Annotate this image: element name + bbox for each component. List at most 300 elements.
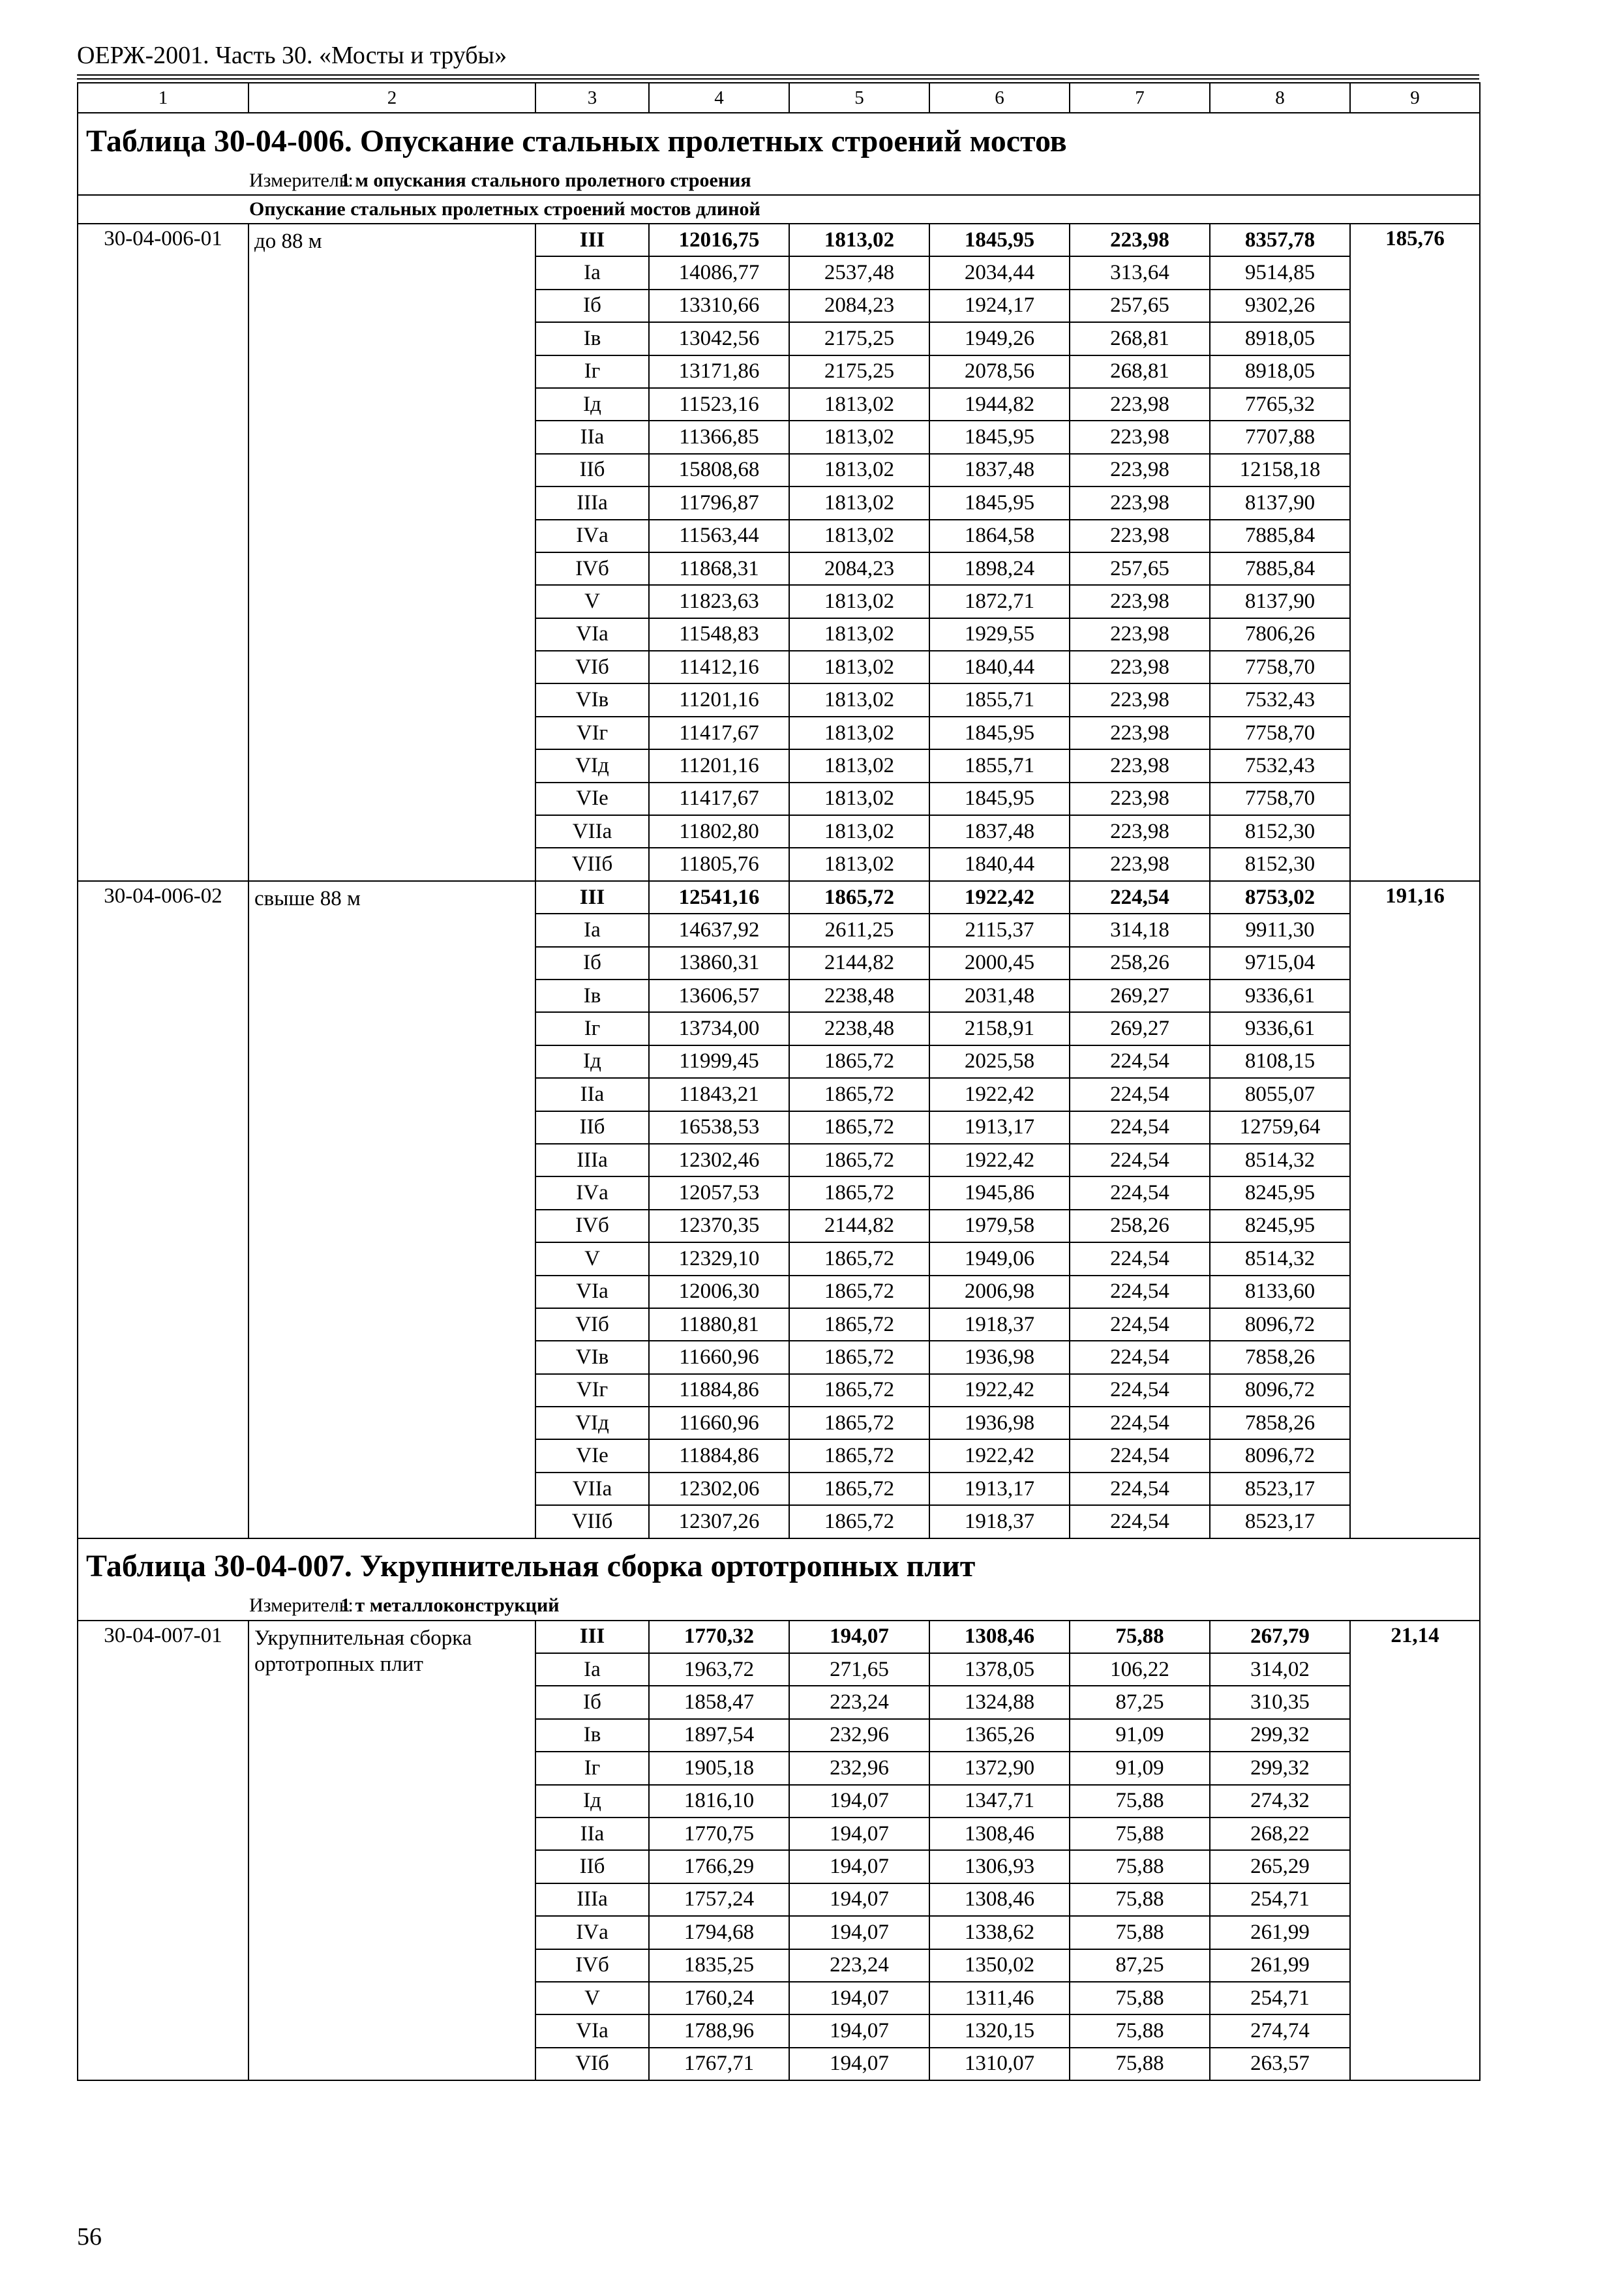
value-cell: 257,65 xyxy=(1070,290,1210,322)
value-cell: 11366,85 xyxy=(649,421,789,453)
value-cell: 1770,75 xyxy=(649,1818,789,1850)
value-cell: 1308,46 xyxy=(929,1621,1070,1653)
value-cell: 11880,81 xyxy=(649,1308,789,1341)
value-cell: 1858,47 xyxy=(649,1686,789,1718)
value-cell: 9302,26 xyxy=(1210,290,1350,322)
value-cell: 223,98 xyxy=(1070,848,1210,880)
value-cell: 1855,71 xyxy=(929,683,1070,716)
value-cell: 271,65 xyxy=(789,1653,929,1686)
value-cell: 9336,61 xyxy=(1210,1012,1350,1045)
value-cell: 2611,25 xyxy=(789,914,929,946)
value-cell: 274,32 xyxy=(1210,1785,1350,1818)
value-cell: 1767,71 xyxy=(649,2048,789,2080)
value-cell: 1816,10 xyxy=(649,1785,789,1818)
zone-cell: IIIа xyxy=(535,1144,649,1176)
value-cell: 1840,44 xyxy=(929,651,1070,683)
column-number: 3 xyxy=(535,83,649,113)
value-cell: 13310,66 xyxy=(649,290,789,322)
value-cell: 1845,95 xyxy=(929,717,1070,749)
value-cell: 254,71 xyxy=(1210,1982,1350,2014)
value-cell: 75,88 xyxy=(1070,1883,1210,1916)
value-cell: 1306,93 xyxy=(929,1850,1070,1883)
value-cell: 223,24 xyxy=(789,1686,929,1718)
zone-cell: V xyxy=(535,585,649,618)
value-cell: 11548,83 xyxy=(649,618,789,651)
table-title: Таблица 30-04-006. Опускание стальных пролетных строений мостов xyxy=(78,113,1480,166)
value-cell: 1922,42 xyxy=(929,1439,1070,1472)
zone-cell: Iв xyxy=(535,322,649,355)
value-cell: 11523,16 xyxy=(649,388,789,421)
value-cell: 1865,72 xyxy=(789,1308,929,1341)
value-cell: 269,27 xyxy=(1070,1012,1210,1045)
value-cell: 223,98 xyxy=(1070,815,1210,848)
value-cell: 1813,02 xyxy=(789,486,929,519)
value-cell: 11884,86 xyxy=(649,1374,789,1407)
zone-cell: Iа xyxy=(535,1653,649,1686)
value-cell: 223,98 xyxy=(1070,421,1210,453)
value-cell: 313,64 xyxy=(1070,256,1210,289)
value-cell: 15808,68 xyxy=(649,454,789,486)
value-cell: 106,22 xyxy=(1070,1653,1210,1686)
zone-cell: IIIа xyxy=(535,486,649,519)
value-cell: 1837,48 xyxy=(929,815,1070,848)
table-title: Таблица 30-04-007. Укрупнительная сборка ортотропных плит xyxy=(78,1538,1480,1592)
value-cell: 75,88 xyxy=(1070,2048,1210,2080)
value-cell: 9911,30 xyxy=(1210,914,1350,946)
unit-row xyxy=(78,1592,1480,1621)
zone-cell: Iб xyxy=(535,290,649,322)
value-cell: 8245,95 xyxy=(1210,1176,1350,1209)
zone-cell: Iб xyxy=(535,1686,649,1718)
value-cell: 9336,61 xyxy=(1210,980,1350,1012)
value-cell: 261,99 xyxy=(1210,1916,1350,1949)
value-cell: 268,22 xyxy=(1210,1818,1350,1850)
value-cell: 2031,48 xyxy=(929,980,1070,1012)
zone-cell: VIа xyxy=(535,2014,649,2047)
value-cell: 223,98 xyxy=(1070,486,1210,519)
value-cell: 263,57 xyxy=(1210,2048,1350,2080)
value-cell: 12006,30 xyxy=(649,1276,789,1308)
value-cell: 224,54 xyxy=(1070,1505,1210,1538)
value-cell: 1813,02 xyxy=(789,717,929,749)
zone-cell: IVб xyxy=(535,1210,649,1242)
value-cell: 11412,16 xyxy=(649,651,789,683)
value-cell: 11823,63 xyxy=(649,585,789,618)
value-cell: 8523,17 xyxy=(1210,1505,1350,1538)
extra-value: 191,16 xyxy=(1350,881,1480,1538)
value-cell: 224,54 xyxy=(1070,1276,1210,1308)
page-number: 56 xyxy=(77,2223,102,2251)
value-cell: 13171,86 xyxy=(649,355,789,388)
zone-cell: IIб xyxy=(535,454,649,486)
column-number: 9 xyxy=(1350,83,1480,113)
value-cell: 8523,17 xyxy=(1210,1473,1350,1505)
value-cell: 257,65 xyxy=(1070,552,1210,585)
value-cell: 8096,72 xyxy=(1210,1308,1350,1341)
value-cell: 194,07 xyxy=(789,1850,929,1883)
value-cell: 2115,37 xyxy=(929,914,1070,946)
value-cell: 1338,62 xyxy=(929,1916,1070,1949)
value-cell: 232,96 xyxy=(789,1719,929,1752)
zone-cell: IIб xyxy=(535,1111,649,1144)
value-cell: 232,96 xyxy=(789,1752,929,1784)
value-cell: 299,32 xyxy=(1210,1752,1350,1784)
rate-name: до 88 м xyxy=(248,224,535,881)
value-cell: 1897,54 xyxy=(649,1719,789,1752)
value-cell: 8753,02 xyxy=(1210,881,1350,914)
rate-name: Укрупнительная сборка ортотропных плит xyxy=(248,1621,535,2080)
value-cell: 224,54 xyxy=(1070,1144,1210,1176)
subheader: Опускание стальных пролетных строений мостов длиной xyxy=(78,195,1480,224)
rate-code: 30-04-006-01 xyxy=(78,224,248,881)
value-cell: 75,88 xyxy=(1070,1785,1210,1818)
value-cell: 1837,48 xyxy=(929,454,1070,486)
value-cell: 1788,96 xyxy=(649,2014,789,2047)
value-cell: 2238,48 xyxy=(789,1012,929,1045)
zone-cell: IIа xyxy=(535,421,649,453)
value-cell: 265,29 xyxy=(1210,1850,1350,1883)
table-title-row xyxy=(78,1538,1480,1592)
value-cell: 258,26 xyxy=(1070,947,1210,980)
value-cell: 1922,42 xyxy=(929,1374,1070,1407)
value-cell: 2158,91 xyxy=(929,1012,1070,1045)
value-cell: 224,54 xyxy=(1070,1374,1210,1407)
zone-cell: VIIа xyxy=(535,1473,649,1505)
value-cell: 1865,72 xyxy=(789,1111,929,1144)
value-cell: 223,98 xyxy=(1070,717,1210,749)
value-cell: 1813,02 xyxy=(789,388,929,421)
value-cell: 8918,05 xyxy=(1210,355,1350,388)
value-cell: 1865,72 xyxy=(789,1341,929,1373)
zone-cell: Iд xyxy=(535,1785,649,1818)
value-cell: 1320,15 xyxy=(929,2014,1070,2047)
value-cell: 223,98 xyxy=(1070,618,1210,651)
value-cell: 254,71 xyxy=(1210,1883,1350,1916)
value-cell: 11201,16 xyxy=(649,749,789,782)
value-cell: 267,79 xyxy=(1210,1621,1350,1653)
table-row xyxy=(78,224,1480,256)
value-cell: 224,54 xyxy=(1070,881,1210,914)
value-cell: 75,88 xyxy=(1070,2014,1210,2047)
value-cell: 1845,95 xyxy=(929,783,1070,815)
value-cell: 14637,92 xyxy=(649,914,789,946)
value-cell: 1929,55 xyxy=(929,618,1070,651)
value-cell: 223,98 xyxy=(1070,388,1210,421)
value-cell: 8357,78 xyxy=(1210,224,1350,256)
zone-cell: VIд xyxy=(535,1407,649,1439)
zone-cell: Iа xyxy=(535,256,649,289)
value-cell: 11868,31 xyxy=(649,552,789,585)
value-cell: 8152,30 xyxy=(1210,815,1350,848)
value-cell: 91,09 xyxy=(1070,1719,1210,1752)
value-cell: 14086,77 xyxy=(649,256,789,289)
value-cell: 314,02 xyxy=(1210,1653,1350,1686)
value-cell: 1813,02 xyxy=(789,683,929,716)
value-cell: 1898,24 xyxy=(929,552,1070,585)
header-rule-bottom xyxy=(77,78,1479,80)
value-cell: 1324,88 xyxy=(929,1686,1070,1718)
value-cell: 223,98 xyxy=(1070,454,1210,486)
value-cell: 9514,85 xyxy=(1210,256,1350,289)
value-cell: 1865,72 xyxy=(789,1276,929,1308)
header-rule-top xyxy=(77,74,1479,76)
value-cell: 12329,10 xyxy=(649,1242,789,1275)
table-title-row xyxy=(78,113,1480,166)
zone-cell: IVб xyxy=(535,552,649,585)
zone-cell: VIе xyxy=(535,1439,649,1472)
zone-cell: III xyxy=(535,881,649,914)
value-cell: 269,27 xyxy=(1070,980,1210,1012)
value-cell: 261,99 xyxy=(1210,1949,1350,1982)
value-cell: 223,98 xyxy=(1070,783,1210,815)
value-cell: 1372,90 xyxy=(929,1752,1070,1784)
value-cell: 1757,24 xyxy=(649,1883,789,1916)
value-cell: 11805,76 xyxy=(649,848,789,880)
value-cell: 224,54 xyxy=(1070,1407,1210,1439)
value-cell: 1835,25 xyxy=(649,1949,789,1982)
value-cell: 12541,16 xyxy=(649,881,789,914)
column-number: 5 xyxy=(789,83,929,113)
value-cell: 1813,02 xyxy=(789,815,929,848)
value-cell: 8152,30 xyxy=(1210,848,1350,880)
value-cell: 1813,02 xyxy=(789,618,929,651)
zone-cell: Iд xyxy=(535,1045,649,1078)
value-cell: 268,81 xyxy=(1070,322,1210,355)
value-cell: 2144,82 xyxy=(789,947,929,980)
value-cell: 12302,06 xyxy=(649,1473,789,1505)
value-cell: 7885,84 xyxy=(1210,520,1350,552)
value-cell: 2537,48 xyxy=(789,256,929,289)
value-cell: 8096,72 xyxy=(1210,1439,1350,1472)
value-cell: 7707,88 xyxy=(1210,421,1350,453)
value-cell: 2006,98 xyxy=(929,1276,1070,1308)
value-cell: 12302,46 xyxy=(649,1144,789,1176)
column-number: 1 xyxy=(78,83,248,113)
value-cell: 194,07 xyxy=(789,1916,929,1949)
value-cell: 8514,32 xyxy=(1210,1242,1350,1275)
value-cell: 223,98 xyxy=(1070,651,1210,683)
value-cell: 224,54 xyxy=(1070,1078,1210,1111)
value-cell: 1766,29 xyxy=(649,1850,789,1883)
value-cell: 1963,72 xyxy=(649,1653,789,1686)
unit-value: 1 м опускания стального пролетного строения xyxy=(340,169,751,191)
value-cell: 75,88 xyxy=(1070,1982,1210,2014)
unit-row xyxy=(78,166,1480,195)
value-cell: 1913,17 xyxy=(929,1111,1070,1144)
value-cell: 8133,60 xyxy=(1210,1276,1350,1308)
value-cell: 1865,72 xyxy=(789,1045,929,1078)
value-cell: 1936,98 xyxy=(929,1407,1070,1439)
zone-cell: VIа xyxy=(535,1276,649,1308)
value-cell: 1865,72 xyxy=(789,1242,929,1275)
value-cell: 7885,84 xyxy=(1210,552,1350,585)
value-cell: 12370,35 xyxy=(649,1210,789,1242)
value-cell: 224,54 xyxy=(1070,1111,1210,1144)
zone-cell: VIв xyxy=(535,1341,649,1373)
zone-cell: VIб xyxy=(535,2048,649,2080)
value-cell: 2144,82 xyxy=(789,1210,929,1242)
column-number: 7 xyxy=(1070,83,1210,113)
value-cell: 7758,70 xyxy=(1210,717,1350,749)
value-cell: 274,74 xyxy=(1210,2014,1350,2047)
value-cell: 11417,67 xyxy=(649,717,789,749)
value-cell: 2084,23 xyxy=(789,552,929,585)
zone-cell: IVб xyxy=(535,1949,649,1982)
value-cell: 8055,07 xyxy=(1210,1078,1350,1111)
value-cell: 8096,72 xyxy=(1210,1374,1350,1407)
value-cell: 12016,75 xyxy=(649,224,789,256)
value-cell: 1949,26 xyxy=(929,322,1070,355)
value-cell: 223,98 xyxy=(1070,585,1210,618)
value-cell: 75,88 xyxy=(1070,1818,1210,1850)
table-row xyxy=(78,881,1480,914)
zone-cell: Iб xyxy=(535,947,649,980)
value-cell: 8514,32 xyxy=(1210,1144,1350,1176)
value-cell: 11884,86 xyxy=(649,1439,789,1472)
value-cell: 1865,72 xyxy=(789,1176,929,1209)
zone-cell: III xyxy=(535,224,649,256)
value-cell: 1865,72 xyxy=(789,1078,929,1111)
zone-cell: Iг xyxy=(535,355,649,388)
value-cell: 224,54 xyxy=(1070,1439,1210,1472)
rate-code: 30-04-006-02 xyxy=(78,881,248,1538)
value-cell: 1855,71 xyxy=(929,749,1070,782)
zone-cell: VIг xyxy=(535,717,649,749)
value-cell: 9715,04 xyxy=(1210,947,1350,980)
value-cell: 1922,42 xyxy=(929,1144,1070,1176)
value-cell: 224,54 xyxy=(1070,1045,1210,1078)
value-cell: 1865,72 xyxy=(789,1439,929,1472)
value-cell: 7758,70 xyxy=(1210,651,1350,683)
value-cell: 1872,71 xyxy=(929,585,1070,618)
value-cell: 1865,72 xyxy=(789,1473,929,1505)
value-cell: 224,54 xyxy=(1070,1473,1210,1505)
value-cell: 1864,58 xyxy=(929,520,1070,552)
value-cell: 16538,53 xyxy=(649,1111,789,1144)
value-cell: 1770,32 xyxy=(649,1621,789,1653)
value-cell: 8918,05 xyxy=(1210,322,1350,355)
value-cell: 1310,07 xyxy=(929,2048,1070,2080)
value-cell: 194,07 xyxy=(789,1818,929,1850)
value-cell: 12307,26 xyxy=(649,1505,789,1538)
value-cell: 2078,56 xyxy=(929,355,1070,388)
zone-cell: VIIа xyxy=(535,815,649,848)
value-cell: 1922,42 xyxy=(929,881,1070,914)
rate-code: 30-04-007-01 xyxy=(78,1621,248,2080)
value-cell: 1865,72 xyxy=(789,881,929,914)
value-cell: 2025,58 xyxy=(929,1045,1070,1078)
zone-cell: IVа xyxy=(535,1176,649,1209)
value-cell: 194,07 xyxy=(789,2014,929,2047)
column-number: 4 xyxy=(649,83,789,113)
zone-cell: VIг xyxy=(535,1374,649,1407)
value-cell: 1918,37 xyxy=(929,1505,1070,1538)
value-cell: 223,98 xyxy=(1070,224,1210,256)
zone-cell: VIе xyxy=(535,783,649,815)
value-cell: 2084,23 xyxy=(789,290,929,322)
value-cell: 1865,72 xyxy=(789,1374,929,1407)
value-cell: 8108,15 xyxy=(1210,1045,1350,1078)
zone-cell: IIIа xyxy=(535,1883,649,1916)
value-cell: 1347,71 xyxy=(929,1785,1070,1818)
zone-cell: VIб xyxy=(535,651,649,683)
value-cell: 1840,44 xyxy=(929,848,1070,880)
value-cell: 13734,00 xyxy=(649,1012,789,1045)
value-cell: 194,07 xyxy=(789,1785,929,1818)
value-cell: 2175,25 xyxy=(789,355,929,388)
table-row xyxy=(78,1621,1480,1653)
zone-cell: V xyxy=(535,1982,649,2014)
column-number: 6 xyxy=(929,83,1070,113)
subheader-row xyxy=(78,195,1480,224)
value-cell: 1845,95 xyxy=(929,224,1070,256)
value-cell: 12759,64 xyxy=(1210,1111,1350,1144)
value-cell: 223,24 xyxy=(789,1949,929,1982)
value-cell: 1813,02 xyxy=(789,520,929,552)
value-cell: 1845,95 xyxy=(929,421,1070,453)
value-cell: 258,26 xyxy=(1070,1210,1210,1242)
value-cell: 8137,90 xyxy=(1210,486,1350,519)
value-cell: 1760,24 xyxy=(649,1982,789,2014)
value-cell: 224,54 xyxy=(1070,1341,1210,1373)
value-cell: 11843,21 xyxy=(649,1078,789,1111)
value-cell: 11796,87 xyxy=(649,486,789,519)
value-cell: 194,07 xyxy=(789,2048,929,2080)
value-cell: 1813,02 xyxy=(789,224,929,256)
value-cell: 1308,46 xyxy=(929,1818,1070,1850)
value-cell: 11563,44 xyxy=(649,520,789,552)
value-cell: 87,25 xyxy=(1070,1686,1210,1718)
value-cell: 87,25 xyxy=(1070,1949,1210,1982)
value-cell: 194,07 xyxy=(789,1883,929,1916)
value-cell: 75,88 xyxy=(1070,1621,1210,1653)
value-cell: 12057,53 xyxy=(649,1176,789,1209)
value-cell: 224,54 xyxy=(1070,1308,1210,1341)
value-cell: 75,88 xyxy=(1070,1850,1210,1883)
value-cell: 11201,16 xyxy=(649,683,789,716)
zone-cell: IVа xyxy=(535,1916,649,1949)
value-cell: 7765,32 xyxy=(1210,388,1350,421)
value-cell: 299,32 xyxy=(1210,1719,1350,1752)
value-cell: 1913,17 xyxy=(929,1473,1070,1505)
value-cell: 1865,72 xyxy=(789,1144,929,1176)
value-cell: 1845,95 xyxy=(929,486,1070,519)
zone-cell: VIIб xyxy=(535,848,649,880)
zone-cell: Iа xyxy=(535,914,649,946)
value-cell: 310,35 xyxy=(1210,1686,1350,1718)
value-cell: 1865,72 xyxy=(789,1407,929,1439)
extra-value: 21,14 xyxy=(1350,1621,1480,2080)
value-cell: 75,88 xyxy=(1070,1916,1210,1949)
value-cell: 1365,26 xyxy=(929,1719,1070,1752)
zone-cell: VIб xyxy=(535,1308,649,1341)
unit-value: 1 т металлоконструкций xyxy=(340,1594,560,1617)
zone-cell: IVа xyxy=(535,520,649,552)
value-cell: 7858,26 xyxy=(1210,1407,1350,1439)
value-cell: 1905,18 xyxy=(649,1752,789,1784)
zone-cell: Iг xyxy=(535,1752,649,1784)
unit-cell xyxy=(78,1592,1480,1621)
value-cell: 7806,26 xyxy=(1210,618,1350,651)
value-cell: 11660,96 xyxy=(649,1407,789,1439)
zone-cell: IIб xyxy=(535,1850,649,1883)
value-cell: 223,98 xyxy=(1070,520,1210,552)
zone-cell: VIв xyxy=(535,683,649,716)
value-cell: 13606,57 xyxy=(649,980,789,1012)
value-cell: 1945,86 xyxy=(929,1176,1070,1209)
value-cell: 194,07 xyxy=(789,1982,929,2014)
value-cell: 1813,02 xyxy=(789,454,929,486)
